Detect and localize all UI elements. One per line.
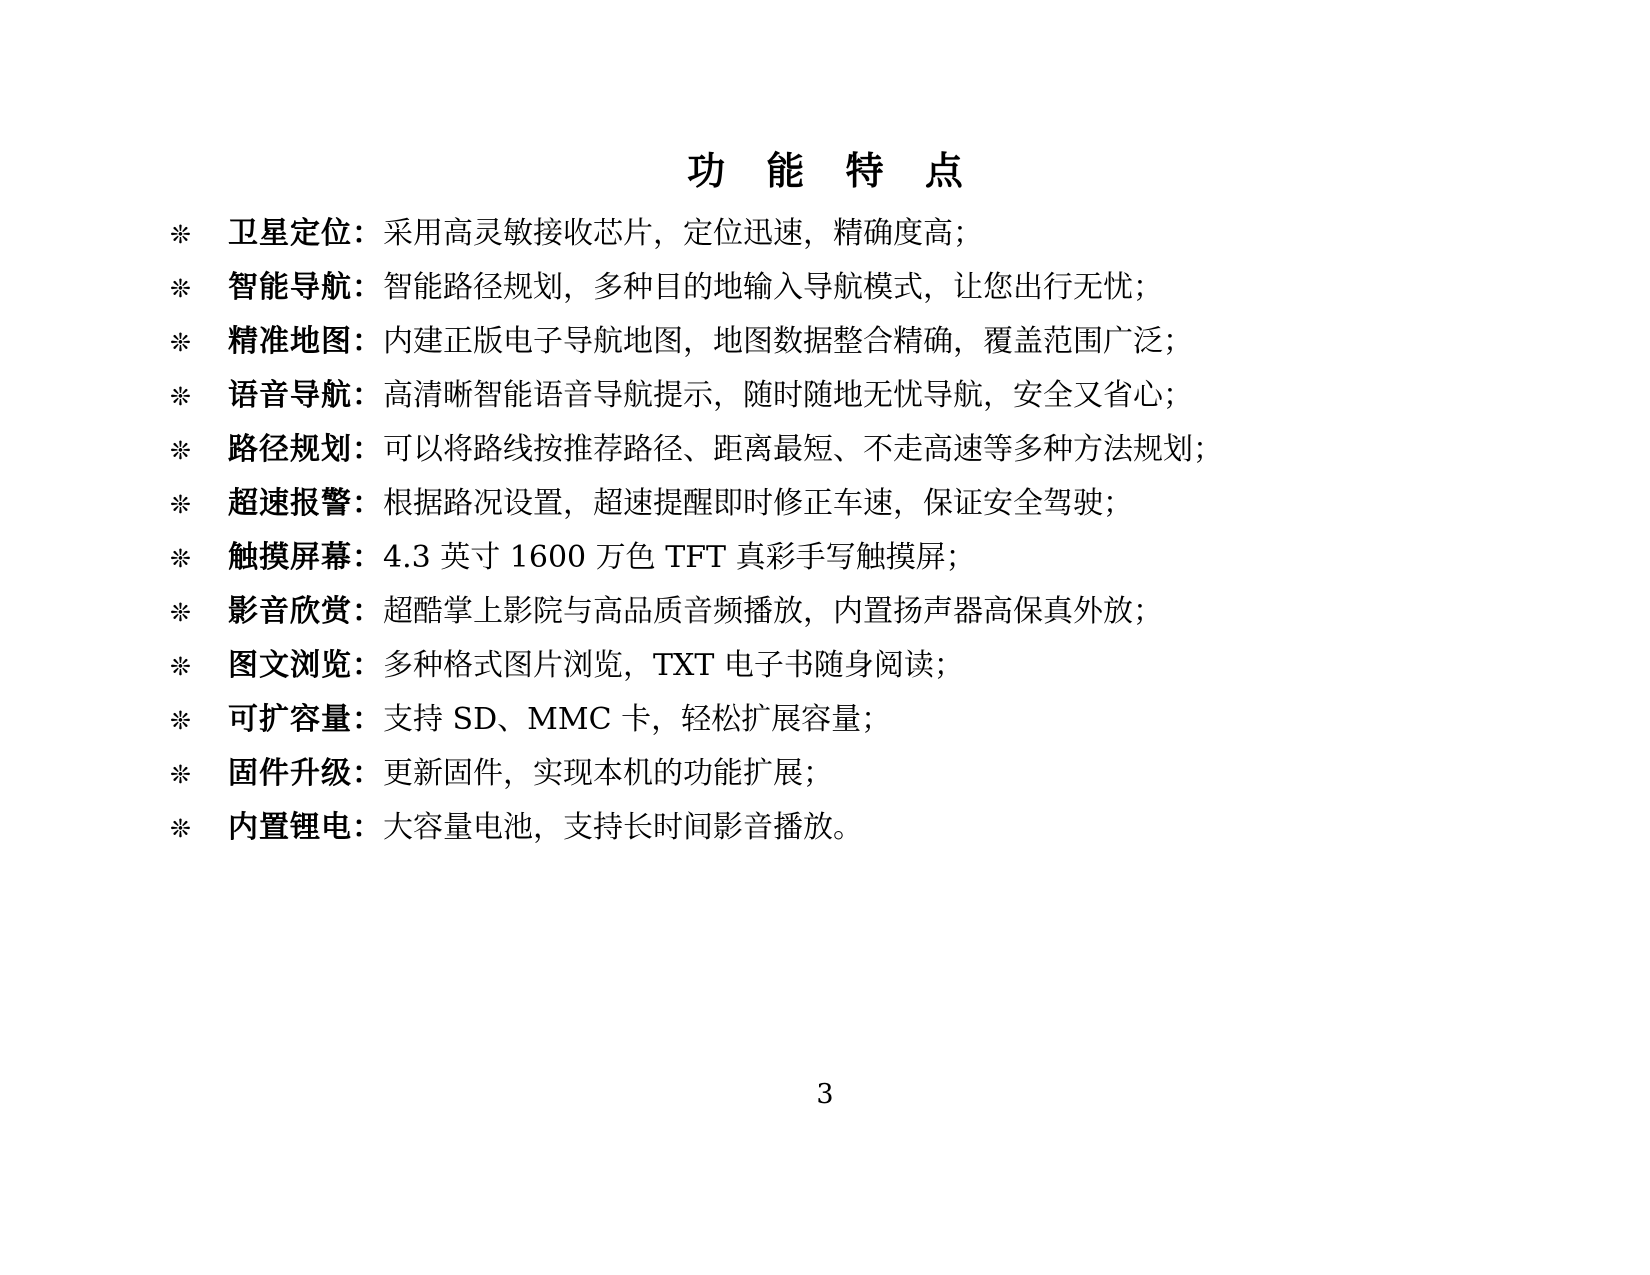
asterisk-flower-bullet-icon: ❊	[170, 274, 191, 303]
feature-description: 超酷掌上影院与高品质音频播放，内置扬声器高保真外放；	[383, 594, 1163, 629]
feature-term: 智能导航：	[228, 270, 383, 305]
asterisk-flower-bullet-icon: ❊	[170, 760, 191, 789]
asterisk-flower-bullet-icon: ❊	[170, 652, 191, 681]
feature-term: 可扩容量：	[228, 702, 383, 737]
feature-term: 精准地图：	[228, 324, 383, 359]
asterisk-flower-bullet-icon: ❊	[170, 706, 191, 735]
feature-term: 路径规划：	[228, 432, 383, 467]
feature-term: 卫星定位：	[228, 216, 383, 251]
list-item	[170, 217, 1590, 250]
feature-list	[0, 217, 1650, 844]
list-item	[170, 541, 1590, 574]
feature-description: 大容量电池，支持长时间影音播放。	[383, 810, 863, 845]
page-title: 功 能 特 点	[687, 149, 977, 193]
feature-description: 根据路况设置，超速提醒即时修正车速，保证安全驾驶；	[383, 486, 1133, 521]
list-item	[170, 433, 1590, 466]
asterisk-flower-bullet-icon: ❊	[170, 598, 191, 627]
feature-term: 语音导航：	[228, 378, 383, 413]
asterisk-flower-bullet-icon: ❊	[170, 490, 191, 519]
asterisk-flower-bullet-icon: ❊	[170, 436, 191, 465]
feature-term: 超速报警：	[228, 486, 383, 521]
feature-description: 多种格式图片浏览，TXT 电子书随身阅读；	[383, 648, 964, 683]
list-item	[170, 595, 1590, 628]
feature-term: 触摸屏幕：	[228, 540, 383, 575]
feature-description: 4.3 英寸 1600 万色 TFT 真彩手写触摸屏；	[383, 540, 976, 575]
feature-term: 固件升级：	[228, 756, 383, 791]
list-item	[170, 703, 1590, 736]
asterisk-flower-bullet-icon: ❊	[170, 382, 191, 411]
feature-description: 内建正版电子导航地图，地图数据整合精确，覆盖范围广泛；	[383, 324, 1193, 359]
asterisk-flower-bullet-icon: ❊	[170, 814, 191, 843]
list-item	[170, 757, 1590, 790]
feature-term: 图文浏览：	[228, 648, 383, 683]
page-number: 3	[816, 1079, 834, 1110]
feature-description: 可以将路线按推荐路径、距离最短、不走高速等多种方法规划；	[383, 432, 1223, 467]
feature-term: 影音欣赏：	[228, 594, 383, 629]
feature-term: 内置锂电：	[228, 810, 383, 845]
asterisk-flower-bullet-icon: ❊	[170, 544, 191, 573]
list-item	[170, 271, 1590, 304]
list-item	[170, 487, 1590, 520]
feature-description: 智能路径规划，多种目的地输入导航模式，让您出行无忧；	[383, 270, 1163, 305]
feature-description: 高清晰智能语音导航提示，随时随地无忧导航，安全又省心；	[383, 378, 1193, 413]
feature-description: 采用高灵敏接收芯片，定位迅速，精确度高；	[383, 216, 983, 251]
list-item	[170, 811, 1590, 844]
feature-description: 支持 SD、MMC 卡，轻松扩展容量；	[383, 702, 892, 737]
list-item	[170, 325, 1590, 358]
list-item	[170, 649, 1590, 682]
asterisk-flower-bullet-icon: ❊	[170, 328, 191, 357]
asterisk-flower-bullet-icon: ❊	[170, 220, 191, 249]
list-item	[170, 379, 1590, 412]
feature-description: 更新固件，实现本机的功能扩展；	[383, 756, 833, 791]
